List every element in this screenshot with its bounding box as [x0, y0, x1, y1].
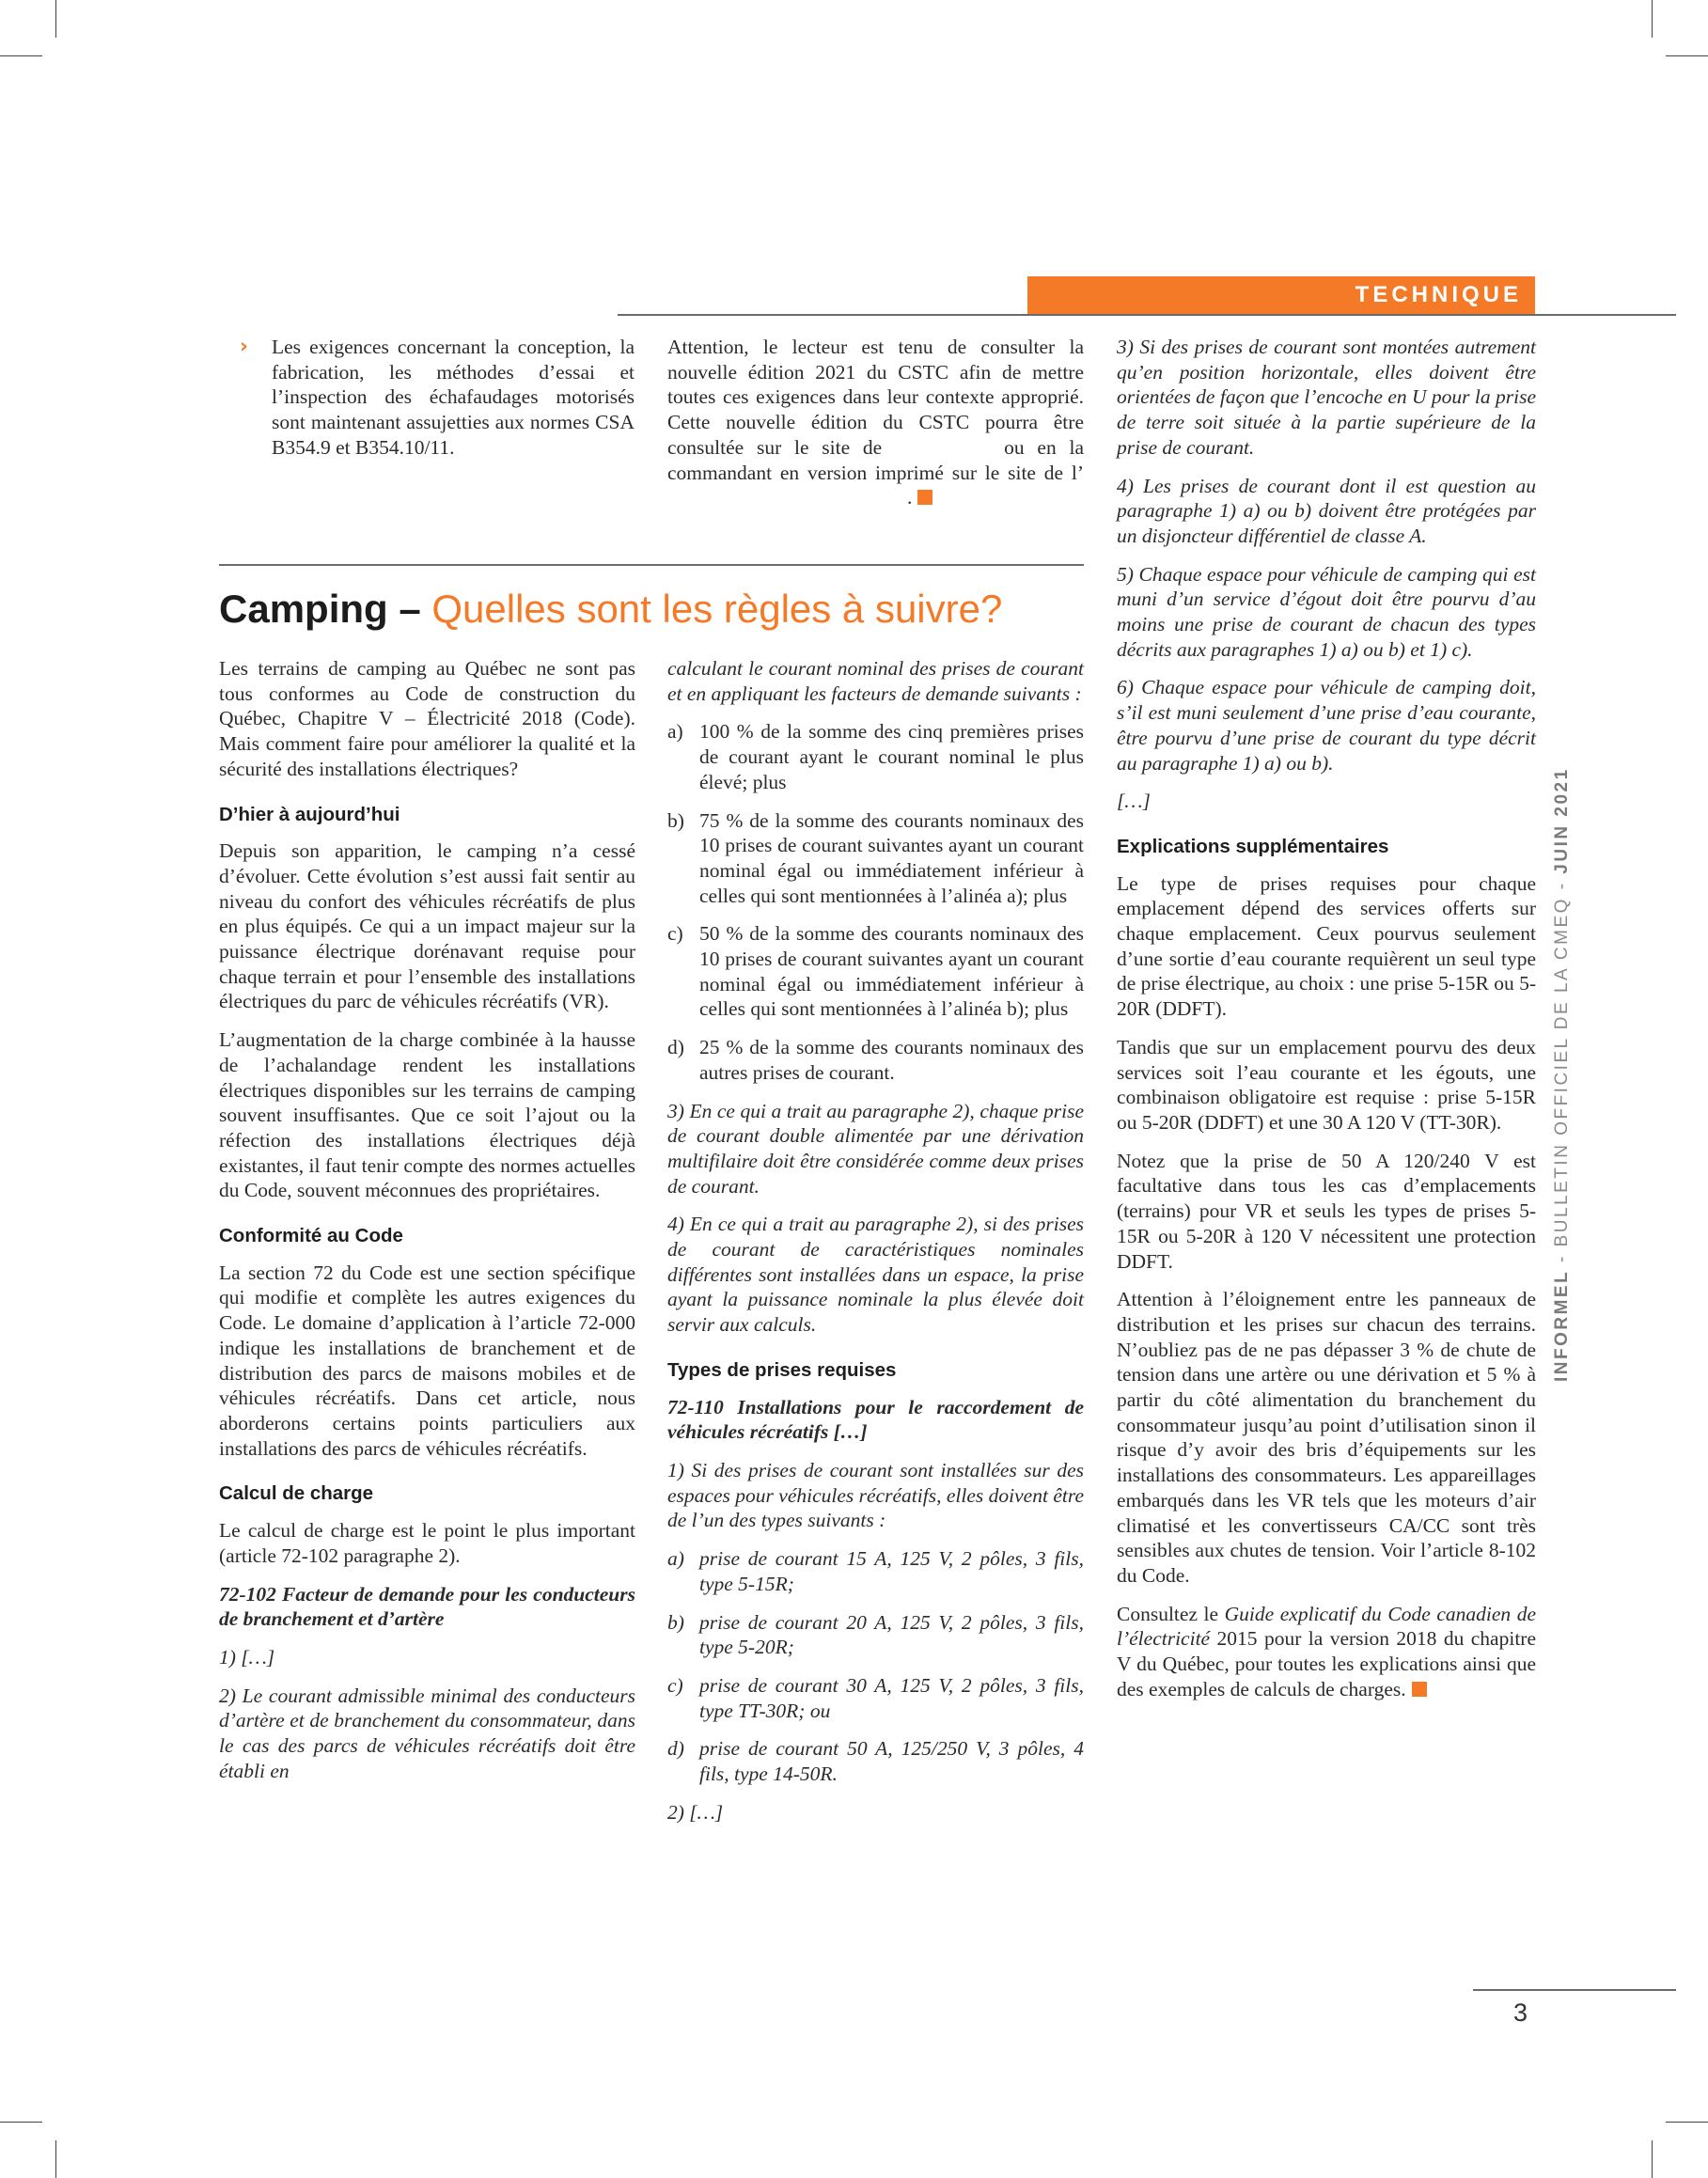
end-square-icon [917, 490, 932, 505]
rule-paragraph: 5) Chaque espace pour véhicule de camping qui est muni d’un service d’égout doit être pourvu d’au moins une prise de courant de chacun des types décrits aux paragraphes 1) a) ou b) et 1) c). [1117, 562, 1536, 661]
list-item-label: d) [667, 1036, 684, 1059]
subheading-calcul: Calcul de charge [219, 1482, 374, 1505]
paragraph: Depuis son apparition, le camping n’a cessé d’évoluer. Cette évolution s’est aussi fait sentir au niveau du confort des véhicules récréatifs de plus en plus équipés. Ce qui a un impact majeur sur la puissance électrique dorénavant requise pour chaque terrain et pour l’ensemble des installations électriques du parc de véhicules récréatifs (VR). [219, 839, 635, 1013]
list-item [667, 1035, 1084, 1085]
paragraph: Le type de prises requises pour chaque emplacement dépend des services offerts sur chaque emplacement. Ceux pourvus seulement d’une sortie d’eau courante requièrent un seul type de prise électrique, au choix : une prise 5-15R ou 5-20R (DDFT). [1117, 871, 1536, 1021]
list-item-text: 100 % de la somme des cinq premières prises de courant ayant le courant nominal le plus élevé; plus [699, 720, 1084, 793]
attention-text-3: . [907, 486, 913, 509]
rule-title-72-102: 72-102 Facteur de demande pour les conducteurs de branchement et d’artère [219, 1582, 635, 1631]
article-column-2 [667, 656, 1084, 1838]
paragraph: Tandis que sur un emplacement pourvu des deux services soit l’eau courante et les égouts, une combinaison obligatoire est requise : prise 5-15R ou 5-20R (DDFT) et une 30 A 120 V (TT-30R). [1117, 1035, 1536, 1134]
crop-mark [1666, 55, 1708, 56]
paragraph: Le calcul de charge est le point le plus important (article 72-102 paragraphe 2). [219, 1519, 635, 1567]
list-item [667, 719, 1084, 794]
rule-paragraph: 6) Chaque espace pour véhicule de camping doit, s’il est muni seulement d’une prise d’eau courante, être pourvu d’une prise de courant du type décrit au paragraphe 1) a) ou b). [1117, 676, 1536, 775]
list-item-label: c) [667, 1673, 683, 1697]
guide-title: Guide explicatif du Code canadien de l’électricité [1117, 1602, 1536, 1651]
list-item [667, 808, 1084, 909]
subheading-types: Types de prises requises [667, 1358, 897, 1381]
rule-title-72-110: 72-110 Installations pour le raccordement de véhicules récréatifs […] [667, 1395, 1084, 1444]
publication-sidebar [1552, 767, 1590, 1382]
list-item-label: b) [667, 1610, 684, 1634]
list-item-label: c) [667, 922, 683, 946]
list-item [667, 1673, 1084, 1723]
paragraph: L’augmentation de la charge combinée à la hausse de l’achalandage rendent les installations électriques disponibles sur les terrains de camping souvent insuffisantes. Que ce soit l’ajout ou la réfection des installations électriques déjà existantes, il faut tenir compte des normes actuelles du Code, souvent méconnues des propriétaires. [219, 1028, 635, 1202]
rule-paragraph: 3) Si des prises de courant sont montées autrement qu’en position horizontale, elles doivent être orientées de façon que l’encoche en U pour la prise de terre soit située à la partie supérieure de la prise de courant. [1117, 336, 1536, 459]
list-item-text: 50 % de la somme des courants nominaux des 10 prises de courant suivantes ayant un courant nominal égal ou immédiatement inférieur à celles qui sont mentionnées à l’alinéa b); plus [699, 922, 1084, 1021]
list-item [667, 921, 1084, 1022]
subheading-hier: D’hier à aujourd’hui [219, 803, 400, 825]
bullet-text: Les exigences concernant la conception, la fabrication, les méthodes d’essai et l’inspection des échafaudages motorisés sont maintenant assujetties aux normes CSA B354.9 et B354.10/11. [272, 336, 635, 459]
closing-text-2: 2015 pour la version 2018 du chapitre V du Québec, pour toutes les explications ainsi que des exemples de calculs de charges. [1117, 1627, 1536, 1700]
crop-mark [1666, 2122, 1708, 2123]
list-item [667, 1546, 1084, 1596]
crop-mark [1652, 0, 1653, 38]
list-item-text: prise de courant 15 A, 125 V, 2 pôles, 3 fils, type 5-15R; [699, 1547, 1084, 1595]
list-item-label: b) [667, 808, 684, 832]
attention-text-2: ou en la commandant en version imprimé sur le site de l’ [667, 435, 1084, 484]
attention-paragraph [667, 335, 1084, 510]
sidebar-separator: - [1552, 1246, 1572, 1270]
article-rule [219, 564, 1084, 566]
sidebar-bulletin: BULLETIN OFFICIEL DE LA CMEQ [1552, 897, 1572, 1247]
article-column-3 [1117, 335, 1536, 1715]
top-column-1 [240, 335, 635, 474]
rule-paragraph: 2) Le courant admissible minimal des conducteurs d’artère et de branchement du consommateur, dans le cas des parcs de véhicules récréatifs doit être établi en [219, 1684, 635, 1782]
rule-paragraph: 2) […] [667, 1800, 724, 1824]
list-item-text: prise de courant 20 A, 125 V, 2 pôles, 3 fils, type 5-20R; [699, 1610, 1084, 1659]
subheading-explications: Explications supplémentaires [1117, 835, 1389, 857]
closing-text-1: Consultez le [1117, 1602, 1225, 1625]
rule-paragraph: 1) […] [219, 1645, 275, 1669]
top-column-2 [667, 335, 1084, 524]
rule-paragraph: 4) Les prises de courant dont il est question au paragraphe 1) a) ou b) doivent être protégées par un disjoncteur différentiel de classe A. [1117, 474, 1536, 547]
article-title-main: Camping – [219, 587, 432, 631]
chevron-right-icon: › [240, 335, 248, 358]
paragraph: Notez que la prise de 50 A 120/240 V est facultative dans tous les cas d’emplacements (terrains) pour VR et seuls les types de prises 5-15R ou 5-20R à 120 V nécessitent une protection DDFT. [1117, 1149, 1536, 1273]
crop-mark [0, 55, 42, 56]
crop-mark [55, 0, 56, 38]
intro-paragraph: Les terrains de camping au Québec ne sont pas tous conformes au Code de construction du Québec, Chapitre V – Électricité 2018 (Code). Mais comment faire pour améliorer la qualité et la sécurité des installations électriques? [219, 657, 635, 780]
article-title [219, 587, 1002, 632]
sidebar-date: JUIN 2021 [1552, 767, 1572, 874]
sidebar-informel: INFORMEL [1552, 1269, 1572, 1382]
article-column-1 [219, 656, 635, 1796]
closing-paragraph [1117, 1602, 1536, 1702]
rule-paragraph: calculant le courant nominal des prises de courant et en appliquant les facteurs de demande suivants : [667, 657, 1084, 705]
rule-paragraph: 3) En ce qui a trait au paragraphe 2), chaque prise de courant double alimentée par une dérivation multifilaire doit être considérée comme deux prises de courant. [667, 1099, 1084, 1198]
list-item-label: a) [667, 1547, 684, 1571]
paragraph: La section 72 du Code est une section spécifique qui modifie et complète les autres exigences du Code. Le domaine d’application à l’article 72-000 indique les installations de branchement et de distribution des parcs de maisons mobiles et de véhicules récréatifs. Dans cet article, nous aborderons certains points particuliers aux installations des parcs de véhicules récréatifs. [219, 1261, 635, 1460]
rule-paragraph: 1) Si des prises de courant sont installées sur des espaces pour véhicules récréatifs, elles doivent être de l’un des types suivants : [667, 1458, 1084, 1532]
footer-rule [1473, 1989, 1676, 1991]
rule-paragraph: 4) En ce qui a trait au paragraphe 2), si des prises de courant de caractéristiques nominales différentes sont installées dans un espace, la prise ayant la puissance nominale la plus élevée doit servir aux calculs. [667, 1213, 1084, 1337]
rule-ellipsis: […] [1117, 790, 1151, 813]
list-item-text: prise de courant 50 A, 125/250 V, 3 pôles, 4 fils, type 14-50R. [699, 1737, 1084, 1786]
end-square-icon [1412, 1682, 1427, 1697]
crop-mark [1652, 2140, 1653, 2178]
list-item [667, 1736, 1084, 1786]
paragraph: Attention à l’éloignement entre les panneaux de distribution et les prises sur chacun des terrains. N’oubliez pas de ne pas dépasser 3 % de chute de tension dans une artère ou une dérivation et 5 % à partir du côté alimentation du branchement du consommateur jusqu’au point d’utilisation sinon il risque d’y avoir des bris d’équipements sur les installations des consommateurs. Les appareillages embarqués dans les VR tels que les moteurs d’air climatisé et les convertisseurs CA/CC sont très sensibles aux chutes de tension. Voir l’article 8-102 du Code. [1117, 1288, 1536, 1587]
list-item-text: 25 % de la somme des courants nominaux des autres prises de courant. [699, 1036, 1084, 1084]
crop-mark [55, 2140, 56, 2178]
list-item-label: a) [667, 720, 683, 744]
article-title-sub: Quelles sont les règles à suivre? [431, 587, 1003, 631]
attention-text-1: Attention, le lecteur est tenu de consulter la nouvelle édition 2021 du CSTC afin de mettre toutes ces exigences dans leur contexte approprié. Cette nouvelle édition du CSTC pourra être consultée sur le site de [667, 336, 1084, 459]
header-rule [618, 314, 1676, 316]
list-item-text: prise de courant 30 A, 125 V, 2 pôles, 3 fils, type TT-30R; ou [699, 1673, 1084, 1722]
bullet-item [240, 335, 635, 474]
subheading-conformite: Conformité au Code [219, 1225, 403, 1247]
list-item-label: d) [667, 1737, 684, 1761]
list-item [667, 1610, 1084, 1660]
crop-mark [0, 2122, 42, 2123]
page-number: 3 [1513, 1998, 1528, 2027]
list-item-text: 75 % de la somme des courants nominaux des 10 prises de courant suivantes ayant un courant nominal égal ou immédiatement inférieur à celles qui sont mentionnées à l’alinéa a); plus [699, 808, 1084, 907]
section-label: TECHNIQUE [1027, 276, 1535, 314]
sidebar-separator: - [1552, 873, 1572, 898]
